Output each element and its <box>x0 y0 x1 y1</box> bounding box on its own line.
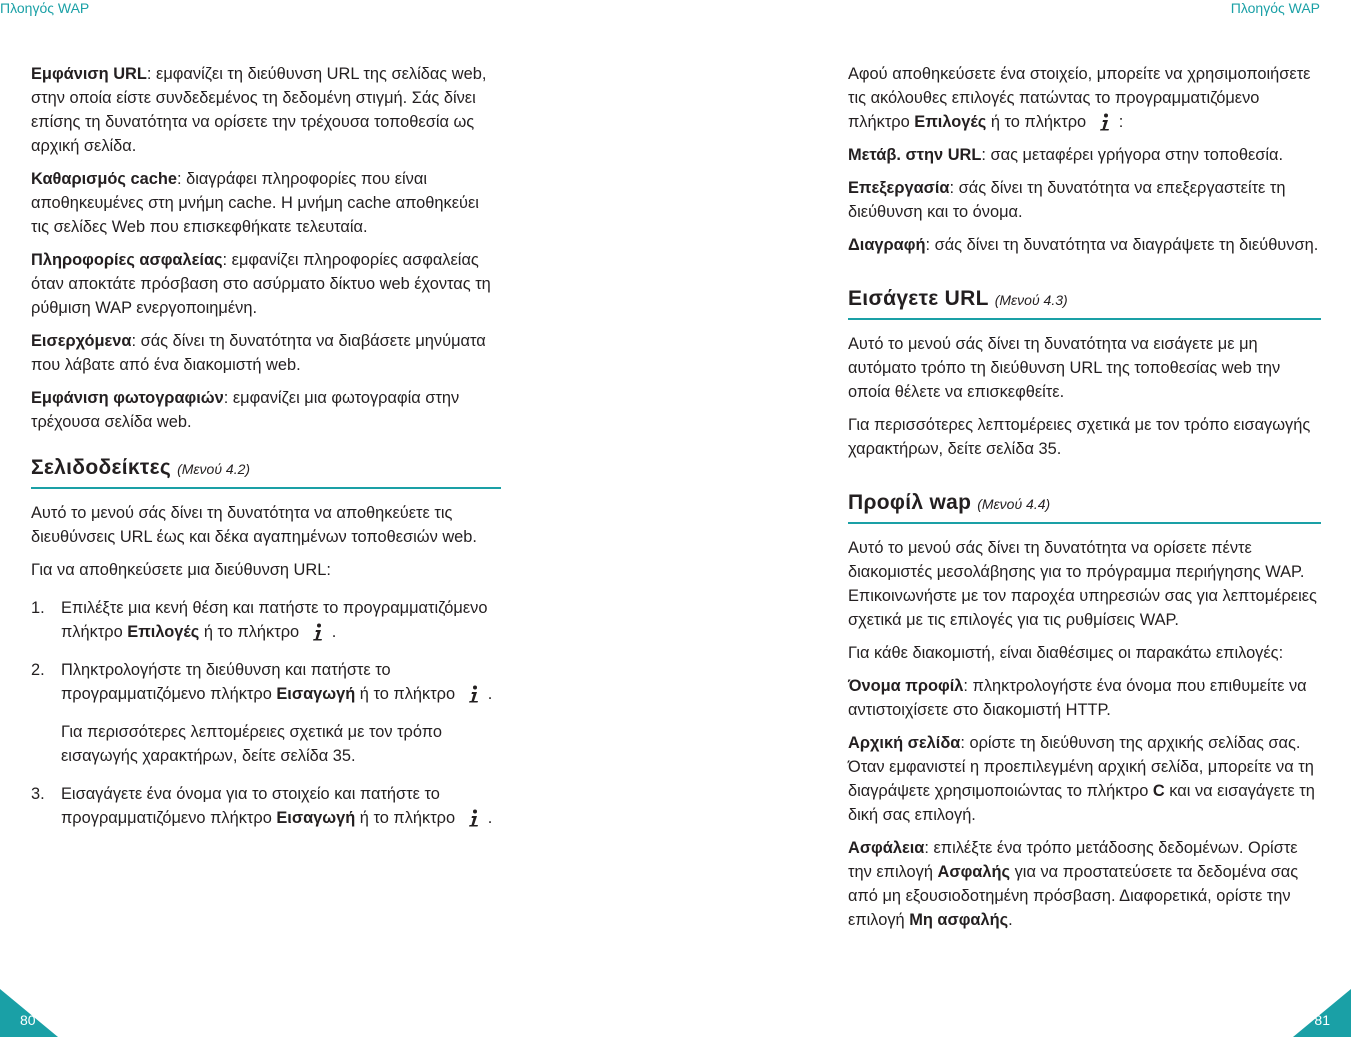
running-header: Πλοηγός WAP <box>0 0 90 16</box>
page-number: 80 <box>20 1012 36 1028</box>
info-key-icon <box>308 622 328 642</box>
option-homepage: Αρχική σελίδα: ορίστε τη διεύθυνση της αρχικής σελίδας σας. Όταν εμφανιστεί η προεπιλεγμένη αρχική σελίδα, μπορείτε να τη διαγράψετε χρησιμοποιώντας το πλήκτρο C και να εισαγάγετε τη δική σας επιλογή. <box>848 734 1315 824</box>
option-clear-cache: Καθαρισμός cache: διαγράφει πληροφορίες που είναι αποθηκευμένες στη μνήμη cache. Η μνήμη cache αποθηκεύει τις σελίδες Web που επισκεφθήκατε τελευταία. <box>31 170 479 236</box>
bookmarks-howto: Για να αποθηκεύσετε μια διεύθυνση URL: <box>31 561 331 579</box>
left-content <box>31 62 501 844</box>
step-2: 2. Πληκτρολογήστε τη διεύθυνση και πατήστε το προγραμματιζόμενο πλήκτρο Εισαγωγή ή το πλήκτρο . <box>31 661 493 703</box>
section-heading-wap-profile: Προφίλ wap (Μενού 4.4) <box>848 491 1321 524</box>
option-delete: Διαγραφή: σάς δίνει τη δυνατότητα να διαγράψετε τη διεύθυνση. <box>848 236 1319 254</box>
right-content <box>848 62 1321 941</box>
option-goto-url: Μετάβ. στην URL: σας μεταφέρει γρήγορα στην τοποθεσία. <box>848 146 1284 164</box>
enter-url-text: Αυτό το μενού σάς δίνει τη δυνατότητα να εισάγετε με μη αυτόματο τρόπο τη διεύθυνση URL της τοποθεσίας web την οποία θέλετε να επισκεφθείτε. <box>848 335 1281 401</box>
page-number: 81 <box>1314 1012 1330 1028</box>
step-3: 3. Εισαγάγετε ένα όνομα για το στοιχείο και πατήστε το προγραμματιζόμενο πλήκτρο Εισαγωγή ή το πλήκτρο . <box>31 785 493 827</box>
step-1: 1. Επιλέξτε μια κενή θέση και πατήστε το προγραμματιζόμενο πλήκτρο Επιλογές ή το πλήκτρο . <box>31 599 488 641</box>
steps-list <box>31 596 501 706</box>
wap-profile-options-intro: Για κάθε διακομιστή, είναι διαθέσιμες οι παρακάτω επιλογές: <box>848 644 1284 662</box>
enter-url-note: Για περισσότερες λεπτομέρειες σχετικά με τον τρόπο εισαγωγής χαρακτήρων, δείτε σελίδα 35. <box>848 416 1311 458</box>
option-security: Ασφάλεια: επιλέξτε ένα τρόπο μετάδοσης δεδομένων. Ορίστε την επιλογή Ασφαλής για να προστατεύσετε τα δεδομένα σας από μη εξουσιοδοτημένη πρόσβαση. Διαφορετικά, ορίστε την επιλογή Μη ασφαλής. <box>848 839 1299 929</box>
option-show-url: Εμφάνιση URL: εμφανίζει τη διεύθυνση URL της σελίδας web, στην οποία είστε συνδεδεμένος τη δεδομένη στιγμή. Σάς δίνει επίσης τη δυνατότητα να ορίσετε την τρέχουσα τοποθεσία ως αρχική σελίδα. <box>31 65 487 155</box>
wap-profile-text: Αυτό το μενού σάς δίνει τη δυνατότητα να ορίσετε πέντε διακομιστές μεσολάβησης για το πρόγραμμα περιήγησης WAP. Επικοινωνήστε με τον παροχέα υπηρεσιών σας για λεπτομέρειες σχετικά με τις επιλογές για τις ρυθμίσεις WAP. <box>848 539 1317 629</box>
right-page <box>676 0 1351 1037</box>
info-key-icon <box>464 808 484 828</box>
section-heading-bookmarks: Σελιδοδείκτες (Μενού 4.2) <box>31 456 501 489</box>
option-edit: Επεξεργασία: σάς δίνει τη δυνατότητα να επεξεργαστείτε τη διεύθυνση και το όνομα. <box>848 179 1286 221</box>
left-page <box>0 0 675 1037</box>
bookmark-options-intro: Αφού αποθηκεύσετε ένα στοιχείο, μπορείτε να χρησιμοποιήσετε τις ακόλουθες επιλογές πατώντας το προγραμματιζόμενο πλήκτρο Επιλογές ή το πλήκτρο : <box>848 65 1311 131</box>
steps-list-cont <box>31 782 501 830</box>
bookmarks-intro: Αυτό το μενού σάς δίνει τη δυνατότητα να αποθηκεύετε τις διευθύνσεις URL έως και δέκα αγαπημένων τοποθεσιών web. <box>31 504 477 546</box>
option-show-images: Εμφάνιση φωτογραφιών: εμφανίζει μια φωτογραφία στην τρέχουσα σελίδα web. <box>31 389 460 431</box>
section-heading-enter-url: Εισάγετε URL (Μενού 4.3) <box>848 287 1321 320</box>
running-header: Πλοηγός WAP <box>1230 0 1320 16</box>
step-2-note: Για περισσότερες λεπτομέρειες σχετικά με τον τρόπο εισαγωγής χαρακτήρων, δείτε σελίδα 35. <box>61 723 442 765</box>
info-key-icon <box>464 684 484 704</box>
option-profile-name: Όνομα προφίλ: πληκτρολογήστε ένα όνομα που επιθυμείτε να αντιστοιχίσετε στο διακομιστή HTTP. <box>848 677 1307 719</box>
option-inbox: Εισερχόμενα: σάς δίνει τη δυνατότητα να διαβάσετε μηνύματα που λάβατε από ένα διακομιστή web. <box>31 332 486 374</box>
option-security-info: Πληροφορίες ασφαλείας: εμφανίζει πληροφορίες ασφαλείας όταν αποκτάτε πρόσβαση στο ασύρματο δίκτυο web έχοντας τη ρύθμιση WAP ενεργοποιημένη. <box>31 251 491 317</box>
info-key-icon <box>1095 112 1115 132</box>
